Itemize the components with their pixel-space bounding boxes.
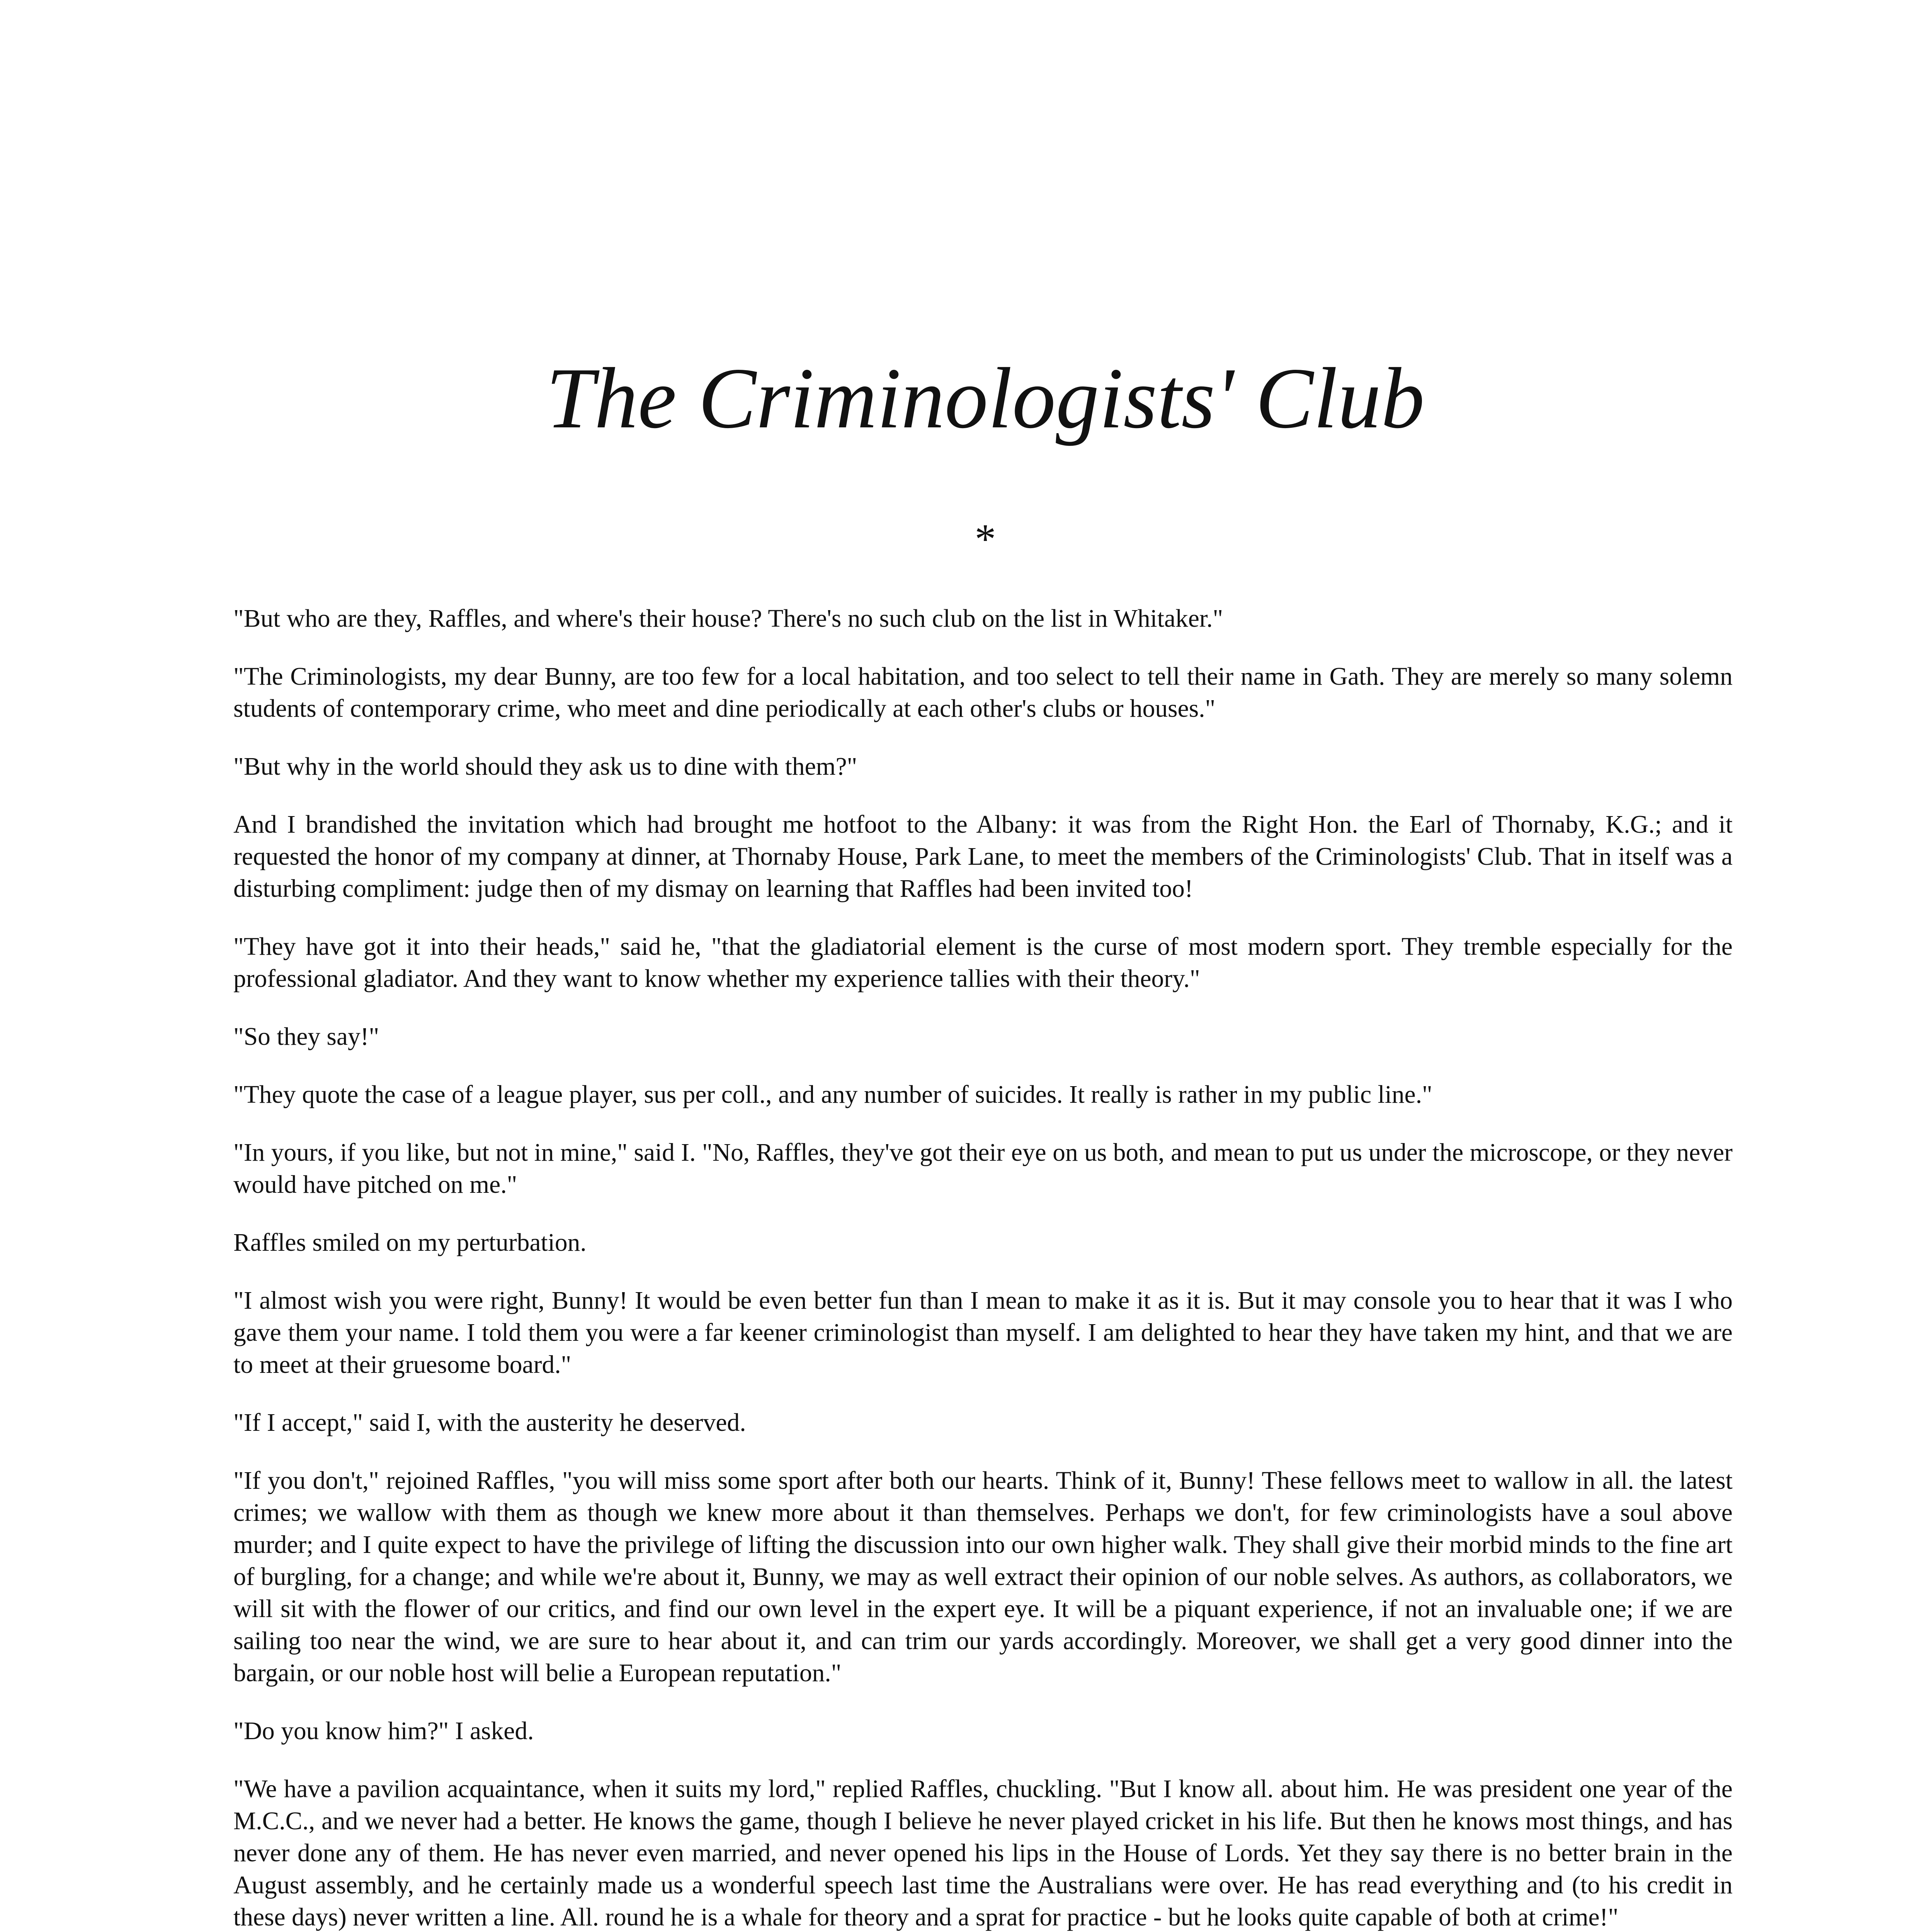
chapter-title: The Criminologists' Club (546, 350, 1425, 446)
paragraph: "If you don't," rejoined Raffles, "you will miss some sport after both our hearts. Think of it, Bunny! These fellows meet to wallow in all. the latest crimes; we wallow with them as though we knew more about it than themselves. Perhaps we don't, for few criminologists have a soul above murder; and I quite expect to have the privilege of lifting the discussion into our own higher walk. They shall give their morbid minds to the fine art of burgling, for a change; and while we're about it, Bunny, we may as well extract their opinion of our noble selves. As authors, as collaborators, we will sit with the flower of our critics, and find our own level in the expert eye. It will be a piquant experience, if not an invaluable one; if we are sailing too near the wind, we are sure to hear about it, and can trim our yards accordingly. Moreover, we shall get a very good dinner into the bargain, or our noble host will belie a European reputation." (233, 1467, 1733, 1687)
paragraph: "If I accept," said I, with the austerity he deserved. (233, 1409, 746, 1437)
paragraph: Raffles smiled on my perturbation. (233, 1229, 587, 1257)
paragraph: "But who are they, Raffles, and where's their house? There's no such club on the list in Whitaker." (233, 605, 1223, 633)
paragraph: "In yours, if you like, but not in mine," said I. "No, Raffles, they've got their eye on us both, and mean to put us under the microscope, or they never would have pitched on me." (233, 1139, 1733, 1199)
paragraph: "But why in the world should they ask us to dine with them?" (233, 753, 857, 781)
paragraph: And I brandished the invitation which had brought me hotfoot to the Albany: it was from the Right Hon. the Earl of Thornaby, K.G.; and it requested the honor of my company at dinner, at Thornaby House, Park Lane, to meet the members of the Criminologists' Club. That in itself was a disturbing compliment: judge then of my dismay on learning that Raffles had been invited too! (233, 811, 1733, 903)
paragraph: "I almost wish you were right, Bunny! It would be even better fun than I mean to make it as it is. But it may console you to hear that it was I who gave them your name. I told them you were a far keener criminologist than myself. I am delighted to hear they have taken my hint, and that we are to meet at their gruesome board." (233, 1287, 1733, 1379)
paragraph: "The Criminologists, my dear Bunny, are too few for a local habitation, and too select to tell their name in Gath. They are merely so many solemn students of contemporary crime, who meet and dine periodically at each other's clubs or houses." (233, 663, 1733, 723)
paragraph: "They quote the case of a league player, sus per coll., and any number of suicides. It really is rather in my public line." (233, 1081, 1432, 1109)
paragraph: "So they say!" (233, 1023, 379, 1051)
section-separator: * (975, 515, 996, 563)
paragraph: "They have got it into their heads," said he, "that the gladiatorial element is the curse of most modern sport. They tremble especially for the professional gladiator. And they want to know whether my experience tallies with their theory." (233, 933, 1733, 993)
paragraph: "We have a pavilion acquaintance, when it suits my lord," replied Raffles, chuckling. "But I know all. about him. He was president one year of the M.C.C., and we never had a better. He knows the game, though I believe he never played cricket in his life. But then he knows most things, and has never done any of them. He has never even married, and never opened his lips in the House of Lords. Yet they say there is no better brain in the August assembly, and he certainly made us a wonderful speech last time the Australians were over. He has read everything and (to his credit in these days) never written a line. All. round he is a whale for theory and a sprat for practice - but he looks quite capable of both at crime!" (233, 1775, 1733, 1931)
chapter-body (233, 603, 1733, 1932)
paragraph: "Do you know him?" I asked. (233, 1717, 534, 1745)
